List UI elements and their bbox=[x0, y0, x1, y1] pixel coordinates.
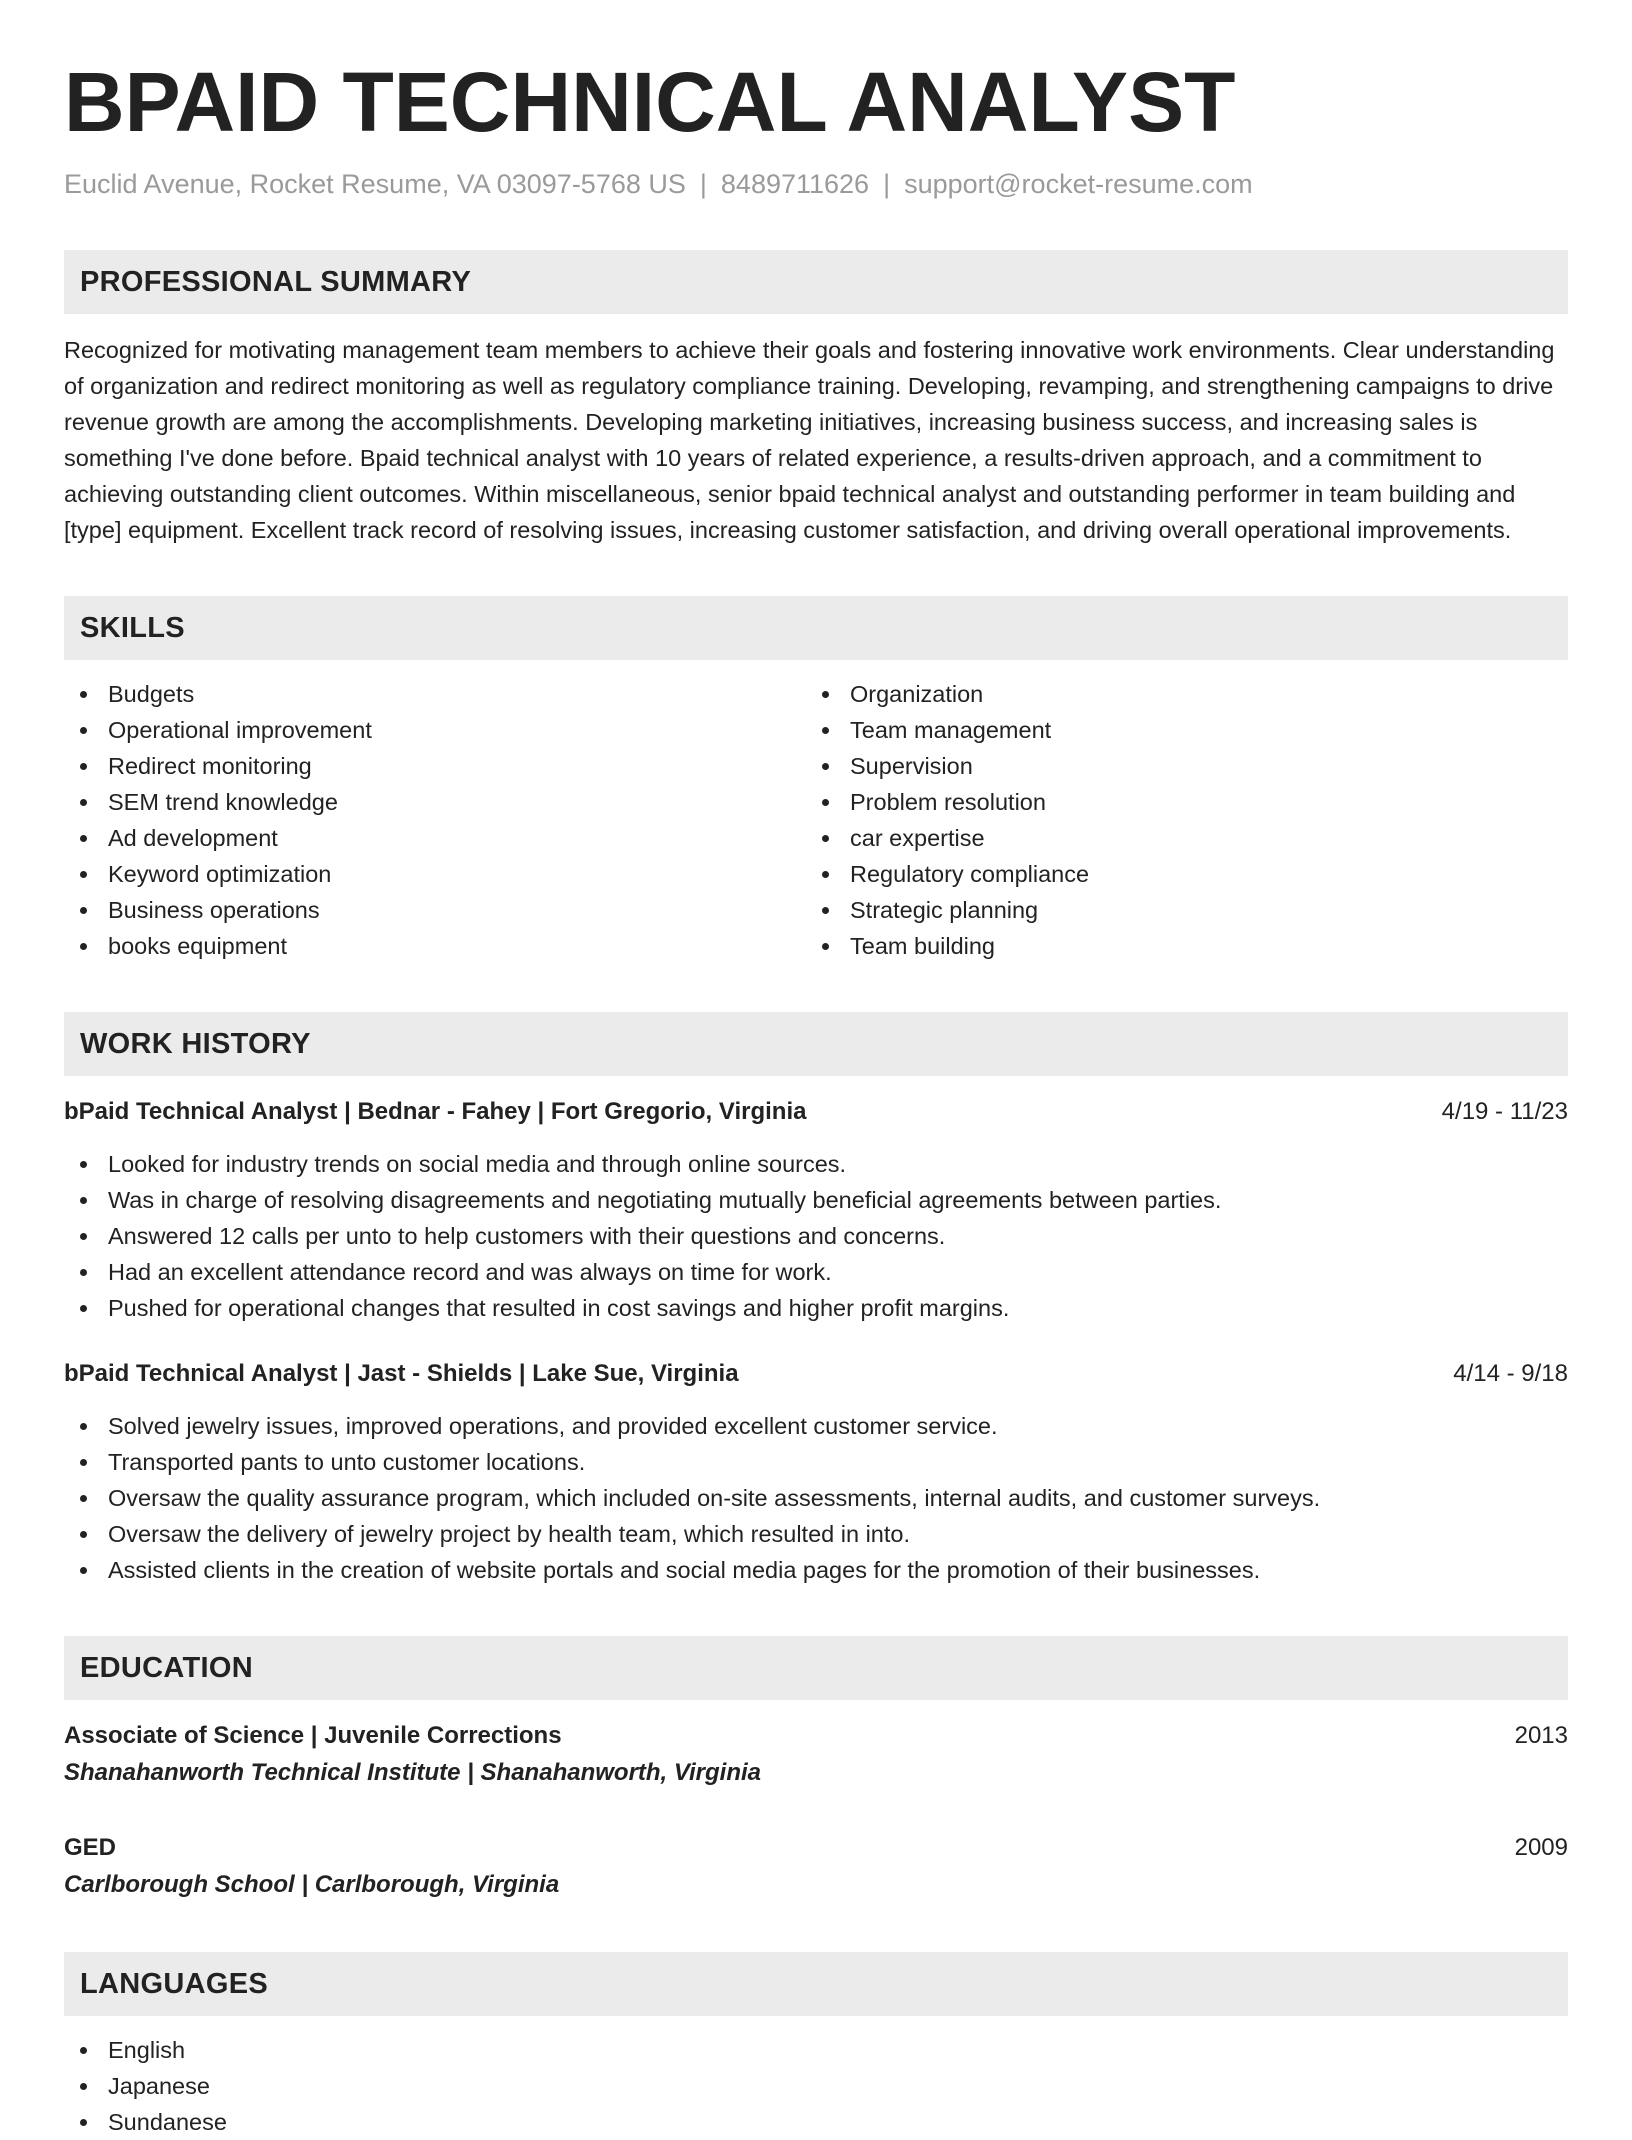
job-bullet: Answered 12 calls per unto to help customers with their questions and concerns. bbox=[64, 1218, 1568, 1254]
skill-item: Team building bbox=[806, 928, 1548, 964]
job-dates: 4/19 - 11/23 bbox=[1441, 1098, 1568, 1125]
language-item: English bbox=[64, 2032, 1568, 2068]
education-school: Shanahanworth Technical Institute | Shanahanworth, Virginia bbox=[64, 1759, 762, 1786]
skills-column-right bbox=[806, 676, 1548, 964]
section-header-education: EDUCATION bbox=[64, 1636, 1568, 1700]
skill-item: Team management bbox=[806, 712, 1548, 748]
education-degree: Associate of Science | Juvenile Corrections bbox=[64, 1722, 562, 1749]
job-bullet: Had an excellent attendance record and was always on time for work. bbox=[64, 1254, 1568, 1290]
skill-item: Regulatory compliance bbox=[806, 856, 1548, 892]
section-header-work-history: WORK HISTORY bbox=[64, 1012, 1568, 1076]
job-bullet: Looked for industry trends on social media and through online sources. bbox=[64, 1146, 1568, 1182]
job-bullet: Pushed for operational changes that resulted in cost savings and higher profit margins. bbox=[64, 1290, 1568, 1326]
skill-item: Business operations bbox=[64, 892, 806, 928]
skills-column-left bbox=[64, 676, 806, 964]
job-bullet: Was in charge of resolving disagreements and negotiating mutually beneficial agreements between parties. bbox=[64, 1182, 1568, 1218]
skill-item: Redirect monitoring bbox=[64, 748, 806, 784]
education-school: Carlborough School | Carlborough, Virginia bbox=[64, 1871, 560, 1898]
job-dates: 4/14 - 9/18 bbox=[1453, 1360, 1568, 1387]
education-year: 2013 bbox=[1514, 1722, 1568, 1749]
job-bullet: Solved jewelry issues, improved operations, and provided excellent customer service. bbox=[64, 1408, 1568, 1444]
job-entry bbox=[64, 1356, 1568, 1588]
job-bullet: Oversaw the delivery of jewelry project by health team, which resulted in into. bbox=[64, 1516, 1568, 1552]
job-bullets bbox=[64, 1408, 1568, 1588]
skills-list bbox=[64, 676, 1568, 964]
contact-separator: | bbox=[883, 169, 891, 199]
education-degree: GED bbox=[64, 1834, 117, 1861]
resume-name: BPAID TECHNICAL ANALYST bbox=[64, 55, 1236, 149]
skill-item: Ad development bbox=[64, 820, 806, 856]
education-year: 2009 bbox=[1514, 1834, 1568, 1861]
skill-item: books equipment bbox=[64, 928, 806, 964]
contact-email: support@rocket-resume.com bbox=[904, 169, 1253, 199]
section-header-skills: SKILLS bbox=[64, 596, 1568, 660]
job-title: bPaid Technical Analyst | Jast - Shields | Lake Sue, Virginia bbox=[64, 1360, 739, 1387]
section-header-languages: LANGUAGES bbox=[64, 1952, 1568, 2016]
language-item: Japanese bbox=[64, 2068, 1568, 2104]
skill-item: Strategic planning bbox=[806, 892, 1548, 928]
job-bullet: Oversaw the quality assurance program, which included on-site assessments, internal audits, and customer surveys. bbox=[64, 1480, 1568, 1516]
resume-page bbox=[64, 0, 1568, 2140]
skill-item: Supervision bbox=[806, 748, 1548, 784]
contact-address: Euclid Avenue, Rocket Resume, VA 03097-5768 US bbox=[64, 169, 686, 199]
education-entry bbox=[64, 1718, 1568, 1792]
section-header-summary: PROFESSIONAL SUMMARY bbox=[64, 250, 1568, 314]
summary-text: Recognized for motivating management team members to achieve their goals and fostering innovative work environments. Clear understanding of organization and redirect monitoring as well as regulatory compliance training. Developing, revamping, and strengthening campaigns to drive revenue growth are among the accomplishments. Developing marketing initiatives, increasing business success, and increasing sales is something I've done before. Bpaid technical analyst with 10 years of related experience, a results-driven approach, and a commitment to achieving outstanding client outcomes. Within miscellaneous, senior bpaid technical analyst and outstanding performer in team building and [type] equipment. Excellent track record of resolving issues, increasing customer satisfaction, and driving overall operational improvements. bbox=[64, 337, 1555, 543]
skill-item: Budgets bbox=[64, 676, 806, 712]
languages-list bbox=[64, 2032, 1568, 2140]
job-title: bPaid Technical Analyst | Bednar - Fahey | Fort Gregorio, Virginia bbox=[64, 1098, 807, 1125]
skill-item: Keyword optimization bbox=[64, 856, 806, 892]
skill-item: Problem resolution bbox=[806, 784, 1548, 820]
contact-separator: | bbox=[699, 169, 707, 199]
job-bullet: Transported pants to unto customer locations. bbox=[64, 1444, 1568, 1480]
education-entry bbox=[64, 1830, 1568, 1904]
skill-item: car expertise bbox=[806, 820, 1548, 856]
skill-item: Organization bbox=[806, 676, 1548, 712]
job-bullet: Assisted clients in the creation of website portals and social media pages for the promotion of their businesses. bbox=[64, 1552, 1568, 1588]
skill-item: Operational improvement bbox=[64, 712, 806, 748]
language-item: Sundanese bbox=[64, 2104, 1568, 2140]
contact-phone: 8489711626 bbox=[720, 169, 870, 199]
job-entry bbox=[64, 1094, 1568, 1326]
contact-line bbox=[64, 166, 1568, 202]
skill-item: SEM trend knowledge bbox=[64, 784, 806, 820]
job-bullets bbox=[64, 1146, 1568, 1326]
